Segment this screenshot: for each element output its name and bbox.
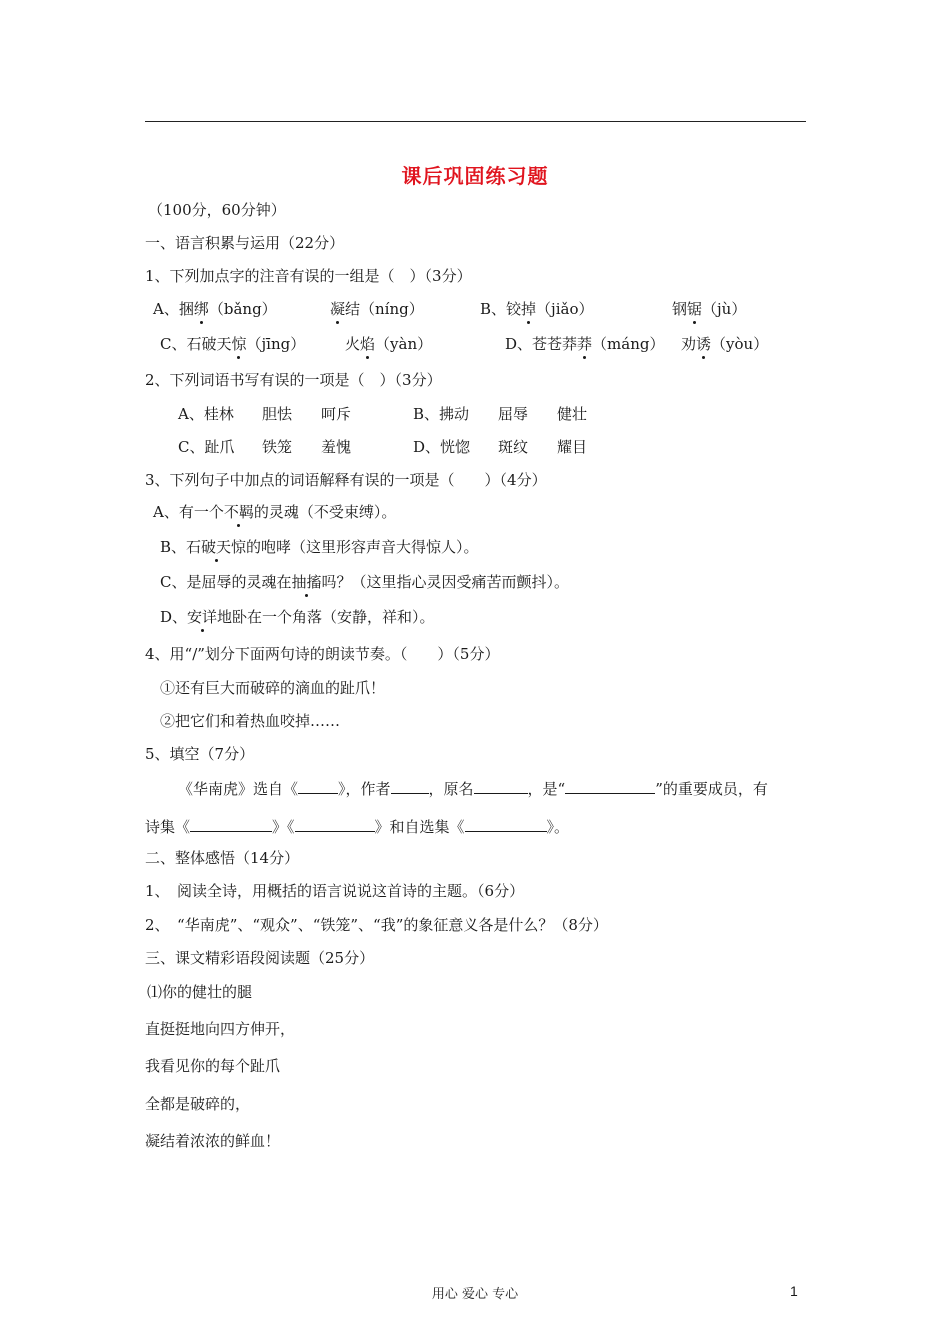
q4-line-2: ②把它们和着热血咬掉…… xyxy=(160,712,341,730)
q1-option-a1: A、捆绑（bǎng） xyxy=(153,300,277,318)
section-2-question-1: 1、 阅读全诗，用概括的语言说说这首诗的主题。（6分） xyxy=(145,882,525,900)
page-number: 1 xyxy=(790,1283,798,1299)
q1-option-b2: 钢锯（jù） xyxy=(672,300,747,318)
q1-option-c2: 火焰（yàn） xyxy=(345,335,433,353)
q2-word: 胆怯 xyxy=(262,405,293,423)
section-2-question-2: 2、 “华南虎”、“观众”、“铁笼”、“我”的象征意义各是什么？（8分） xyxy=(145,916,608,934)
q2-word: 羞愧 xyxy=(321,438,352,456)
question-4-stem: 4、用“/”划分下面两句诗的朗读节奏。（ ）（5分） xyxy=(145,645,500,663)
question-5-stem: 5、填空（7分） xyxy=(145,745,255,763)
section-2-heading: 二、整体感悟（14分） xyxy=(145,849,300,867)
poem-line: 全都是破碎的， xyxy=(145,1095,251,1113)
q1-option-d1: D、苍苍莽莽（máng） xyxy=(505,335,665,353)
q2-word: 耀目 xyxy=(557,438,588,456)
page-title: 课后巩固练习题 xyxy=(401,164,549,188)
q5-fill-line-2: 诗集《 》《 》和自选集《 》。 xyxy=(145,818,570,836)
question-3-stem: 3、下列句子中加点的词语解释有误的一项是（ ）（4分） xyxy=(145,471,547,489)
q1-option-d2: 劝诱（yòu） xyxy=(681,335,769,353)
q1-option-b1: B、铰掉（jiǎo） xyxy=(480,300,594,318)
q2-word: 铁笼 xyxy=(262,438,293,456)
q3-option-a: A、有一个不羁的灵魂（不受束缚）。 xyxy=(153,503,397,521)
q5-fill-line-1: 《华南虎》选自《 》，作者 ，原名 ，是“ ”的重要成员，有 xyxy=(178,780,768,798)
q2-word: C、趾爪 xyxy=(178,438,235,456)
question-2-stem: 2、下列词语书写有误的一项是（ ）（3分） xyxy=(145,371,442,389)
q2-word: B、拂动 xyxy=(413,405,470,423)
section-3-heading: 三、课文精彩语段阅读题（25分） xyxy=(145,949,375,967)
q2-word: 呵斥 xyxy=(321,405,352,423)
question-1-stem: 1、下列加点字的注音有误的一组是（ ）（3分） xyxy=(145,267,472,285)
poem-line: 凝结着浓浓的鲜血！ xyxy=(145,1132,281,1150)
poem-line: 我看见你的每个趾爪 xyxy=(145,1057,281,1075)
header-rule xyxy=(145,121,806,122)
q2-word: 斑纹 xyxy=(498,438,529,456)
q2-word: D、恍惚 xyxy=(413,438,471,456)
q3-option-b: B、石破天惊的咆哮（这里形容声音大得惊人）。 xyxy=(160,538,479,556)
q1-option-c1: C、石破天惊（jīng） xyxy=(160,335,306,353)
poem-line: 直挺挺地向四方伸开， xyxy=(145,1020,296,1038)
q2-word: A、桂林 xyxy=(178,405,234,423)
q4-line-1: ①还有巨大而破碎的滴血的趾爪！ xyxy=(160,679,386,697)
q2-word: 健壮 xyxy=(557,405,588,423)
poem-line: ⑴你的健壮的腿 xyxy=(147,983,253,1001)
q2-word: 屈辱 xyxy=(498,405,529,423)
page-footer: 用心 爱心 专心 xyxy=(431,1287,519,1302)
exam-meta: （100分，60分钟） xyxy=(148,201,286,219)
q1-option-a2: 凝结（níng） xyxy=(330,300,424,318)
section-1-heading: 一、语言积累与运用（22分） xyxy=(145,234,345,252)
q3-option-d: D、安详地卧在一个角落（安静，祥和）。 xyxy=(160,608,435,626)
q3-option-c: C、是屈辱的灵魂在抽搐吗？（这里指心灵因受痛苦而颤抖）。 xyxy=(160,573,570,591)
